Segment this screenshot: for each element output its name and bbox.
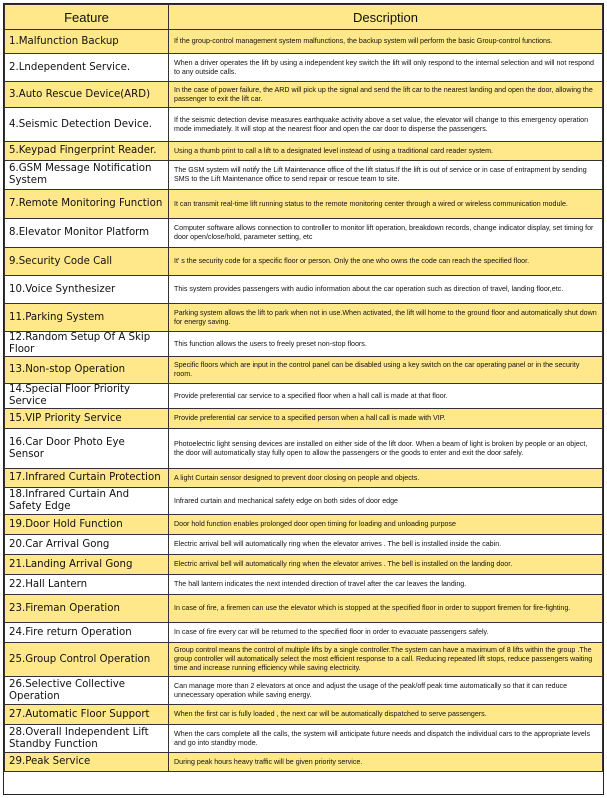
table-row [5,643,603,677]
description-cell: Specific floors which are input in the control panel can be disabled using a key switch on the car operating panel or in the security room. [169,357,603,384]
feature-cell: 13.Non-stop Operation [5,357,169,384]
feature-cell: 10.Voice Synthesizer [5,276,169,304]
feature-cell: 17.Infrared Curtain Protection [5,469,169,488]
feature-cell: 6.GSM Message Notification System [5,161,169,190]
description-cell: It' s the security code for a specific floor or person. Only the one who owns the code can reach the specified floor. [169,248,603,276]
feature-cell: 20.Car Arrival Gong [5,535,169,555]
description-cell: The GSM system will notify the Lift Maintenance office of the lift status.If the lift is out of service or in case of entrapment by sending SMS to the Lift Maintenance office to send repair or rescue team to site. [169,161,603,190]
description-cell: Electric arrival bell will automatically ring when the elevator arrives . The bell is installed inside the cabin. [169,535,603,555]
feature-cell: 16.Car Door Photo Eye Sensor [5,429,169,469]
description-cell: Electric arrival bell will automatically ring when the elevator arrives . The bell is installed on the landing door. [169,555,603,575]
table-row [5,555,603,575]
feature-cell: 22.Hall Lantern [5,575,169,595]
table-row [5,623,603,643]
feature-cell: 2.Lndependent Service. [5,54,169,82]
table-row [5,595,603,623]
feature-cell: 18.Infrared Curtain And Safety Edge [5,488,169,515]
table-row [5,357,603,384]
description-cell: The hall lantern indicates the next intended direction of travel after the car leaves the landing. [169,575,603,595]
table-header-row [5,5,603,30]
description-column-header: Description [169,5,603,30]
table-row [5,190,603,219]
table-row [5,469,603,488]
table-row [5,535,603,555]
description-cell: When the first car is fully loaded , the next car will be automatically dispatched to serve passengers. [169,705,603,725]
feature-cell: 15.VIP Priority Service [5,409,169,429]
table-row [5,705,603,725]
table-row [5,725,603,753]
table-row [5,488,603,515]
table-row [5,108,603,142]
description-cell: When the cars complete all the calls, the system will anticipate future needs and dispatch the individual cars to the appropriate levels and go into standby mode. [169,725,603,753]
description-cell: Infrared curtain and mechanical safety edge on both sides of door edge [169,488,603,515]
feature-cell: 21.Landing Arrival Gong [5,555,169,575]
table-row [5,248,603,276]
description-cell: Provide preferential car service to a specified floor when a hall call is made at that floor. [169,384,603,409]
feature-cell: 3.Auto Rescue Device(ARD) [5,82,169,108]
feature-cell: 25.Group Control Operation [5,643,169,677]
description-cell: In case of fire, a firemen can use the elevator which is stopped at the specified floor in order to support firemen for fire-fighting. [169,595,603,623]
feature-cell: 24.Fire return Operation [5,623,169,643]
feature-cell: 4.Seismic Detection Device. [5,108,169,142]
table-row [5,30,603,54]
feature-cell: 12.Random Setup Of A Skip Floor [5,332,169,357]
feature-cell: 5.Keypad Fingerprint Reader. [5,142,169,161]
description-cell: Using a thumb print to call a lift to a designated level instead of using a traditional card reader system. [169,142,603,161]
feature-cell: 7.Remote Monitoring Function [5,190,169,219]
table-row [5,276,603,304]
feature-cell: 28.Overall Independent Lift Standby Function [5,725,169,753]
table-row [5,753,603,772]
feature-table-sheet [3,3,604,795]
table-row [5,54,603,82]
table-row [5,429,603,469]
description-cell: Door hold function enables prolonged door open timing for loading and unloading purpose [169,515,603,535]
feature-cell: 23.Fireman Operation [5,595,169,623]
description-cell: It can transmit real-time lift running status to the remote monitoring center through a wired or wireless communication module. [169,190,603,219]
table-row [5,384,603,409]
description-cell: When a driver operates the lift by using a independent key switch the lift will only respond to the internal selection and will not respond to any outside calls. [169,54,603,82]
description-cell: Provide preferential car service to a specified person when a hall call is made with VIP. [169,409,603,429]
description-cell: Photoelectric light sensing devices are installed on either side of the lift door. When a beam of light is broken by people or an object, the door will automatically stay fully open to allow the passengers or the goods to enter and exit the door safely. [169,429,603,469]
table-row [5,82,603,108]
table-row [5,332,603,357]
description-cell: During peak hours heavy traffic will be given priority service. [169,753,603,772]
description-cell: This system provides passengers with audio information about the car operation such as direction of travel, landing floor,etc. [169,276,603,304]
description-cell: This function allows the users to freely preset non-stop floors. [169,332,603,357]
description-cell: If the seismic detection devise measures earthquake activity above a set value, the elevator will change to this emergency operation mode immediately. It will stop at the nearest floor and open the car door to disperse the passengers. [169,108,603,142]
description-cell: Can manage more than 2 elevators at once and adjust the usage of the peak/off peak time automatically so that it can reduce unnecessary operation while saving energy. [169,677,603,705]
feature-cell: 29.Peak Service [5,753,169,772]
description-cell: Group control means the control of multiple lifts by a single controller.The system can have a maximum of 8 lifts within the group .The group controller will automatically select the most efficient response to a call. Reducing repeated lift stops, reduce passengers waiting time and increase running efficiency while saving electricity. [169,643,603,677]
feature-cell: 19.Door Hold Function [5,515,169,535]
description-cell: In the case of power failure, the ARD will pick up the signal and send the lift car to the nearest landing and open the door, allowing the passenger to exit the lift car. [169,82,603,108]
feature-cell: 11.Parking System [5,304,169,332]
table-row [5,304,603,332]
table-row [5,575,603,595]
description-cell: A light Curtain sensor designed to prevent door closing on people and objects. [169,469,603,488]
description-cell: Parking system allows the lift to park when not in use.When activated, the lift will home to the ground floor and automatically shut down for energy saving. [169,304,603,332]
description-cell: In case of fire every car will be returned to the specified floor in order to evacuate passengers safely. [169,623,603,643]
table-row [5,409,603,429]
feature-cell: 26.Selective Collective Operation [5,677,169,705]
description-cell: Computer software allows connection to controller to monitor lift operation, breakdown records, change indicator display, set timing for door open/close/hold, parameter setting, etc [169,219,603,248]
feature-table [4,4,603,772]
feature-cell: 1.Malfunction Backup [5,30,169,54]
table-body [5,30,603,772]
table-row [5,677,603,705]
table-row [5,161,603,190]
feature-cell: 14.Special Floor Priority Service [5,384,169,409]
table-row [5,219,603,248]
table-row [5,142,603,161]
feature-column-header: Feature [5,5,169,30]
feature-cell: 27.Automatic Floor Support [5,705,169,725]
feature-cell: 9.Security Code Call [5,248,169,276]
description-cell: If the group-control management system malfunctions, the backup system will perform the basic Group-control functions. [169,30,603,54]
feature-cell: 8.Elevator Monitor Platform [5,219,169,248]
table-row [5,515,603,535]
